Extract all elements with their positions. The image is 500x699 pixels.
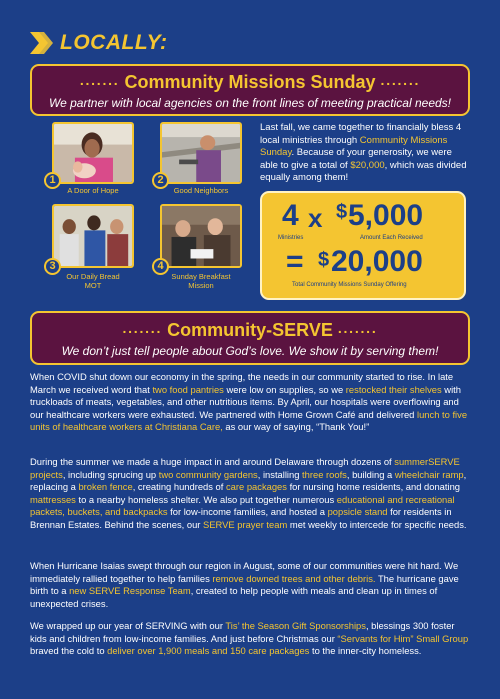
- serve-paragraph-3: [30, 560, 470, 610]
- missions-intro: [260, 122, 470, 185]
- text: We wrapped up our year of SERVING with our: [30, 620, 226, 631]
- text: met weekly to intercede for specific needs.: [287, 518, 467, 530]
- text: When Hurricane Isaias swept through our region in August, some of our communities were hit hard. We immediately rallied together to help families: [30, 560, 459, 584]
- badge-2: 2: [152, 172, 169, 189]
- text: , creating hundreds of: [132, 481, 226, 493]
- text: , blessings 300 foster kids and children from low-income families. And just before Christmas our: [30, 620, 455, 644]
- dots-right: ·······: [337, 323, 378, 340]
- offering-box: [260, 191, 466, 300]
- chevron-right-icon: [30, 32, 54, 54]
- caption-line2: Mission: [188, 281, 214, 290]
- offering-equals: =: [286, 245, 304, 278]
- text: , including sprucing up: [62, 468, 159, 480]
- highlight: summerSERVE projects: [30, 456, 460, 480]
- dots-left: ·······: [122, 323, 163, 340]
- highlight: care packages: [225, 481, 287, 493]
- text: The hurricane gave birth to a: [30, 572, 459, 597]
- total-dollar: $: [318, 249, 330, 271]
- intro-highlight: Community Missions Sunday: [260, 134, 448, 158]
- highlight: new SERVE Response Team: [69, 585, 191, 597]
- highlight: broken fence: [78, 481, 133, 493]
- highlight: mattresses: [30, 493, 76, 505]
- photo-sunday-breakfast: [160, 204, 242, 268]
- missions-subtitle: We partner with local agencies on the front lines of meeting practical needs!: [49, 96, 451, 111]
- text: braved the cold to: [30, 645, 108, 657]
- dots-right: ·······: [380, 75, 421, 92]
- serve-title-text: Community-SERVE: [167, 320, 333, 340]
- caption-line1: Our Daily Bread: [66, 272, 120, 281]
- caption-our-daily-bread: [52, 272, 134, 290]
- text: for low-income families, and hosted a: [167, 506, 328, 518]
- offering-total: 20,000: [331, 245, 423, 278]
- offering-count: 4: [282, 199, 299, 232]
- highlight: deliver over 1,900 meals and 150 care packages: [107, 645, 310, 657]
- offering-amount: 5,000: [348, 199, 424, 232]
- highlight: Tis’ the Season Gift Sponsorships: [225, 620, 366, 631]
- highlight: SERVE prayer team: [203, 518, 288, 530]
- text: When COVID shut down our economy in the spring, the needs in our community started to rise. In late March we received word that: [30, 371, 454, 395]
- serve-paragraph-4: [30, 620, 470, 658]
- text: to the inner-city homeless.: [309, 645, 422, 657]
- highlight: popsicle stand: [327, 506, 388, 518]
- text: , installing: [257, 468, 303, 480]
- highlight: lunch to five units of healthcare workers at Christiana Care,: [30, 408, 468, 433]
- missions-title: [32, 71, 468, 94]
- text: to a nearby homeless shelter. We also put together numerous: [75, 493, 337, 505]
- caption-line2: MOT: [84, 281, 102, 290]
- caption-good-neighbors: Good Neighbors: [173, 186, 229, 195]
- highlight: three roofs: [302, 468, 347, 480]
- text: for residents in Brennan Estates. Behind the scenes, our: [30, 506, 452, 530]
- badge-3: 3: [44, 258, 61, 275]
- text: , created to help people with meals and clean up in times of unexpected crises.: [30, 585, 438, 609]
- serve-title: [32, 319, 468, 342]
- serve-paragraph-2: [30, 456, 470, 532]
- amount-label: Amount Each Received: [360, 235, 423, 241]
- text: as our way of saying, “Thank You!”: [222, 421, 370, 433]
- intro-text: Last fall, we came together to financially bless 4 local ministries through: [260, 122, 462, 146]
- offering-times: x: [308, 203, 323, 233]
- highlight: wheelchair ramp: [394, 468, 464, 480]
- intro-text: . Because of your generosity, we were able to give a total of: [260, 147, 452, 171]
- caption-sunday-breakfast: [160, 272, 242, 290]
- missions-banner: [30, 64, 470, 116]
- text: , building a: [346, 468, 395, 480]
- highlight: two food pantries: [152, 383, 224, 395]
- serve-paragraph-1: [30, 371, 470, 434]
- highlight: restocked their shelves: [345, 383, 442, 395]
- count-label: Ministries: [278, 235, 304, 241]
- missions-title-text: Community Missions Sunday: [124, 72, 376, 92]
- serve-banner: [30, 311, 470, 365]
- caption-door-of-hope: A Door of Hope: [67, 186, 119, 195]
- serve-subtitle: We don’t just tell people about God’s love. We show it by serving them!: [61, 344, 439, 359]
- photo-door-of-hope: [52, 122, 134, 184]
- highlight: educational and recreational packets, buckets, and backpacks: [30, 493, 455, 518]
- heading-title: LOCALLY:: [60, 31, 168, 54]
- badge-4: 4: [152, 258, 169, 275]
- photo-our-daily-bread: [52, 204, 134, 268]
- offering-dollar: $: [336, 201, 348, 223]
- text: were low on supplies, so we: [223, 383, 346, 395]
- text: for nursing home residents, and donating: [286, 481, 460, 493]
- text: with truckloads of meats, vegetables, and other nutritious items. By April, our hospitals were overflowing and our healthcare workers were exhausted. We partnered with Home Grown Café and delivered: [30, 383, 461, 420]
- badge-1: 1: [44, 172, 61, 189]
- intro-highlight: $20,000: [350, 159, 385, 171]
- section-heading: [30, 30, 167, 56]
- intro-text: , which was divided equally among them!: [260, 159, 467, 183]
- total-label: Total Community Missions Sunday Offering: [292, 282, 407, 288]
- highlight: remove downed trees and other debris.: [212, 572, 376, 584]
- photo-good-neighbors: [160, 122, 242, 184]
- dots-left: ·······: [79, 75, 120, 92]
- caption-line1: Sunday Breakfast: [171, 272, 231, 281]
- text: During the summer we made a huge impact in and around Delaware through dozens of: [30, 456, 395, 467]
- highlight: “Servants for Him” Small Group: [337, 632, 469, 644]
- highlight: two community gardens: [158, 468, 258, 480]
- text: , replacing a: [30, 468, 467, 493]
